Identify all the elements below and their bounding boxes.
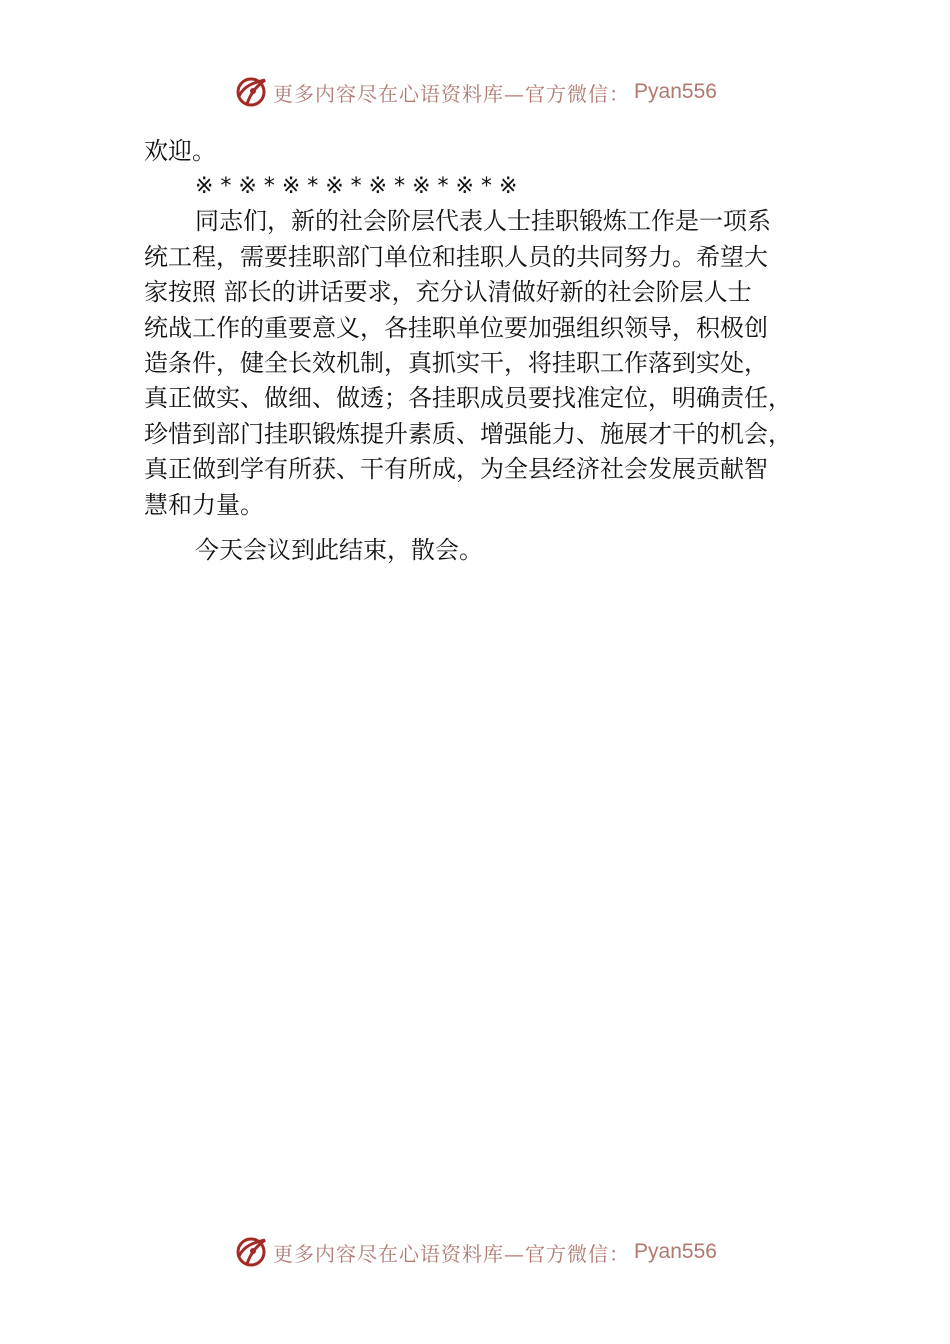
closing-line: 今天会议到此结束，散会。 [195,536,483,565]
welcome-line: 欢迎。 [144,137,216,165]
watermark-text: 更多内容尽在心语资料库—官方微信： [273,81,631,106]
watermark-text: 更多内容尽在心语资料库—官方微信： [273,1241,631,1266]
document-body [144,134,834,568]
paragraph-line: 真正做实、做细、做透；各挂职成员要找准定位，明确责任， [144,384,792,413]
watermark-wechat-id: Pyan556 [634,1240,717,1263]
paragraph-line: 慧和力量。 [144,490,264,519]
brand-logo-icon [233,1234,269,1270]
paragraph-line: 真正做到学有所获、干有所成，为全县经济社会发展贡献智 [144,455,768,484]
paragraph-main [144,204,834,523]
paragraph-line: 珍惜到部门挂职锻炼提升素质、增强能力、施展才干的机会， [144,419,792,448]
paragraph-line: 家按照 部长的讲话要求，充分认清做好新的社会阶层人士 [144,278,752,307]
paragraph-line: 统工程，需要挂职部门单位和挂职人员的共同努力。希望大 [144,242,768,271]
paragraph-line: 造条件，健全长效机制，真抓实干，将挂职工作落到实处， [144,349,768,378]
watermark-wechat-id: Pyan556 [634,80,717,103]
section-separator: ※ * ※ * ※ * ※ * ※ * ※ * ※ * ※ [195,174,518,200]
paragraph-gap [144,523,834,533]
paragraph-line: 统战工作的重要意义，各挂职单位要加强组织领导，积极创 [144,313,768,342]
header-watermark [0,72,950,112]
paragraph-line: 同志们，新的社会阶层代表人士挂职锻炼工作是一项系 [195,207,771,236]
footer-watermark [0,1232,950,1272]
brand-logo-icon [233,74,269,110]
